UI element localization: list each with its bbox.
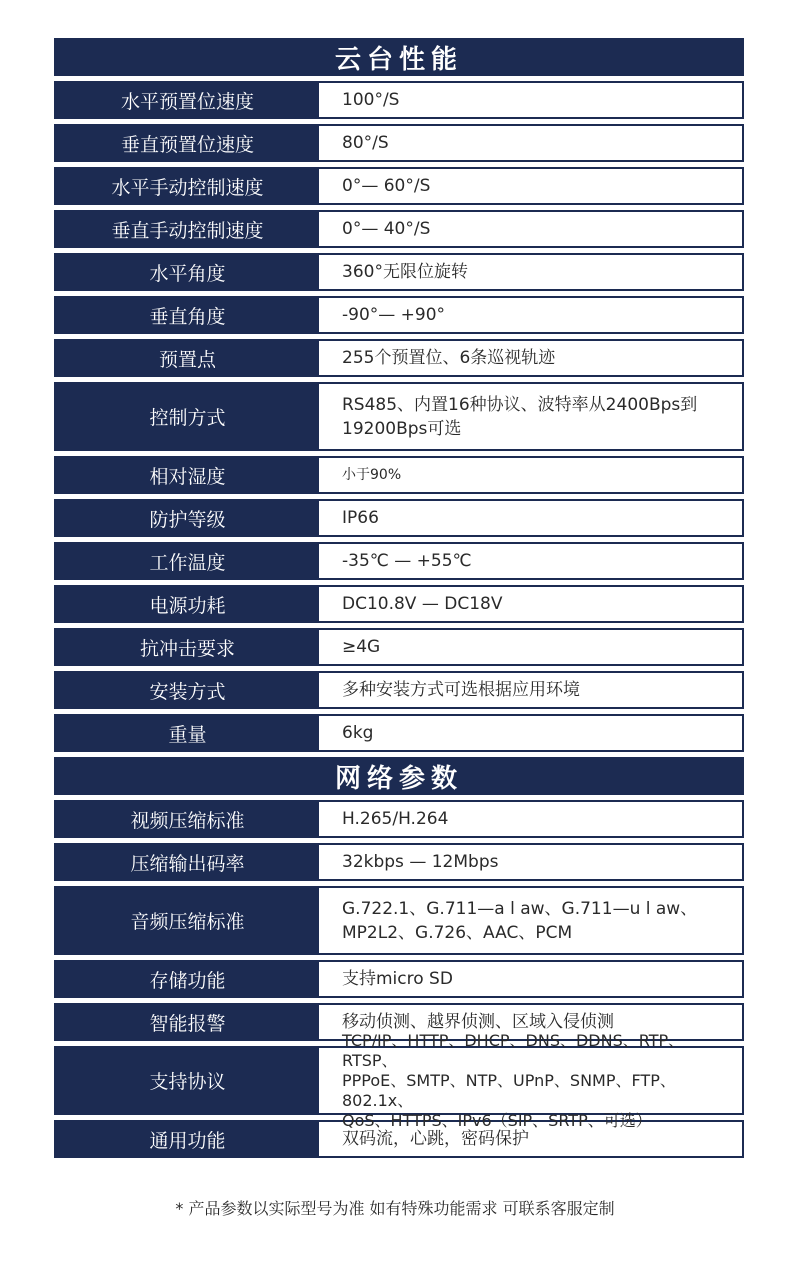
spec-label: 压缩输出码率	[56, 845, 319, 879]
spec-label: 控制方式	[56, 384, 319, 449]
spec-row	[54, 886, 744, 955]
spec-row	[54, 296, 744, 334]
spec-row	[54, 628, 744, 666]
spec-value: RTSP、 PPPoE、SMTP、NTP、UPnP、SNMP、FTP、802.1x、	[342, 1050, 676, 1110]
spec-label: 垂直预置位速度	[56, 126, 319, 160]
footnote: * 产品参数以实际型号为准 如有特殊功能需求 可联系客服定制	[175, 1199, 615, 1218]
spec-value: 多种安装方式可选根据应用环境	[342, 680, 580, 700]
spec-value: IP66	[342, 508, 379, 528]
spec-row	[54, 714, 744, 752]
spec-label: 水平预置位速度	[56, 83, 319, 117]
spec-value: -90°— +90°	[342, 305, 446, 325]
section-title-network: 网络参数	[54, 757, 744, 795]
spec-value: 0°— 60°/S	[342, 176, 431, 196]
spec-value: 255个预置位、6条巡视轨迹	[342, 348, 556, 368]
spec-label: 相对湿度	[56, 458, 319, 492]
spec-row	[54, 499, 744, 537]
spec-row	[54, 210, 744, 248]
spec-row	[54, 542, 744, 580]
spec-value: 双码流，心跳，密码保护	[342, 1129, 529, 1149]
spec-label: 安装方式	[56, 673, 319, 707]
spec-value: G.722.1、G.711—a l aw、G.711—u l aw、 MP2L2、G.726、AAC、PCM	[342, 898, 698, 943]
spec-label: 工作温度	[56, 544, 319, 578]
spec-value: 移动侦测、越界侦测、区域入侵侦测	[342, 1012, 614, 1032]
spec-label: 电源功耗	[56, 587, 319, 621]
spec-value: DC10.8V — DC18V	[342, 594, 503, 614]
spec-label: 存储功能	[56, 962, 319, 996]
spec-label: 视频压缩标准	[56, 802, 319, 836]
spec-value: H.265/H.264	[342, 809, 449, 829]
spec-label: 重量	[56, 716, 319, 750]
spec-label: 抗冲击要求	[56, 630, 319, 664]
spec-row	[54, 671, 744, 709]
spec-label: 音频压缩标准	[56, 888, 319, 953]
spec-sheet	[54, 38, 744, 1163]
spec-label: 垂直角度	[56, 298, 319, 332]
spec-label: 垂直手动控制速度	[56, 212, 319, 246]
spec-label: 通用功能	[56, 1122, 319, 1156]
spec-row	[54, 960, 744, 998]
spec-value: 0°— 40°/S	[342, 219, 431, 239]
spec-value: 支持micro SD	[342, 969, 453, 989]
spec-value: 80°/S	[342, 133, 389, 153]
spec-row	[54, 167, 744, 205]
spec-row	[54, 585, 744, 623]
spec-label: 预置点	[56, 341, 319, 375]
spec-label: 水平角度	[56, 255, 319, 289]
spec-value: ≥4G	[342, 637, 381, 657]
spec-row	[54, 253, 744, 291]
spec-value: 100°/S	[342, 90, 400, 110]
spec-value: 32kbps — 12Mbps	[342, 852, 499, 872]
spec-row	[54, 339, 744, 377]
spec-label: 支持协议	[56, 1048, 319, 1113]
spec-value: RS485、内置16种协议、波特率从2400Bps到 19200Bps可选	[342, 394, 698, 439]
spec-label: 防护等级	[56, 501, 319, 535]
spec-label: 水平手动控制速度	[56, 169, 319, 203]
spec-value: 小于90%	[342, 467, 402, 483]
spec-value: 360°无限位旋转	[342, 262, 468, 282]
spec-row	[54, 81, 744, 119]
section-title-ptz: 云台性能	[54, 38, 744, 76]
spec-label: 智能报警	[56, 1005, 319, 1039]
spec-row	[54, 382, 744, 451]
spec-row	[54, 843, 744, 881]
spec-value: 6kg	[342, 723, 374, 743]
spec-row	[54, 800, 744, 838]
spec-row	[54, 456, 744, 494]
spec-row	[54, 1120, 744, 1158]
spec-value: -35℃ — +55℃	[342, 551, 472, 571]
spec-row	[54, 124, 744, 162]
spec-row	[54, 1046, 744, 1115]
